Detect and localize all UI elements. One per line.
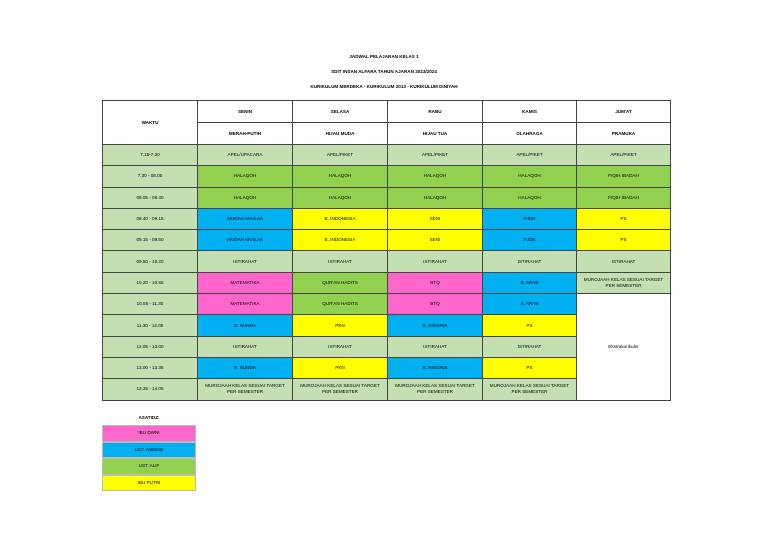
lesson-cell: PS: [483, 315, 577, 336]
legend-item: IBU PUTRI: [102, 475, 196, 492]
time-cell: 10.55 - 11.30: [103, 294, 198, 315]
lesson-cell: APEL/PIKET: [577, 145, 671, 166]
lesson-cell: ISTIRAHAT: [577, 251, 671, 272]
time-cell: 08.05 - 08.40: [103, 187, 198, 208]
lesson-cell: HALAQOH: [198, 166, 293, 187]
time-cell: 7.30 - 08.05: [103, 166, 198, 187]
time-cell: 10.20 - 10.55: [103, 272, 198, 293]
title-line-2: SDIT INSAN ALFARA TAHUN AJARAN 2023/2024: [331, 69, 437, 74]
lesson-cell: HALAQOH: [198, 187, 293, 208]
theme-header: HIJAU MUDA: [293, 123, 388, 145]
lesson-cell: QUR'AN HADITS: [293, 294, 388, 315]
lesson-cell: B. SUNDA: [198, 357, 293, 378]
table-row: [103, 272, 671, 293]
lesson-cell: ISTIRAHAT: [388, 336, 483, 357]
lesson-cell: HALAQOH: [388, 166, 483, 187]
lesson-cell: MATEMATIKA: [198, 294, 293, 315]
theme-header: OLAHRAGA: [483, 123, 577, 145]
schedule-table: [102, 100, 671, 401]
lesson-cell: B. SUNDA: [198, 315, 293, 336]
lesson-cell: PKN: [293, 315, 388, 336]
table-row: [103, 145, 671, 166]
lesson-cell: B. INDONESIA: [293, 208, 388, 229]
table-row: [103, 251, 671, 272]
day-header: SELASA: [293, 101, 388, 123]
waktu-header: WAKTU: [103, 101, 198, 145]
title-line-1: JADWAL PELAJARAN KELAS 1: [349, 54, 419, 59]
lesson-cell: MUROJAAH KELAS SESUAI TARGET PER SEMESTER: [483, 379, 577, 400]
day-header: KAMIS: [483, 101, 577, 123]
lesson-cell: MUROJAAH KELAS SESUAI TARGET PER SEMESTER: [198, 379, 293, 400]
time-cell: 12.05 - 13.00: [103, 336, 198, 357]
legend-item: UST. ANIDUD: [102, 442, 196, 459]
lesson-cell: B. INDONESIA: [293, 230, 388, 251]
time-cell: 13.00 - 13.35: [103, 357, 198, 378]
theme-header: PRAMUKA: [577, 123, 671, 145]
time-cell: 08.40 - 09.15: [103, 208, 198, 229]
lesson-cell: APEL/PIKET: [293, 145, 388, 166]
lesson-cell: MUROJAAH KELAS SESUAI TARGET PER SEMESTER: [293, 379, 388, 400]
table-row: [103, 187, 671, 208]
theme-header: MERAH-PUTIH: [198, 123, 293, 145]
lesson-cell: B. INGGRIS: [388, 315, 483, 336]
lesson-cell: HALAQOH: [483, 187, 577, 208]
lesson-cell: APEL/PIKET: [388, 145, 483, 166]
day-header: SENIN: [198, 101, 293, 123]
time-cell: 09.15 - 09.50: [103, 230, 198, 251]
lesson-cell: PS: [483, 357, 577, 378]
lesson-cell: AKIDAH AKHLAK: [198, 208, 293, 229]
lesson-cell: SENI: [388, 230, 483, 251]
lesson-cell: ISTIRAHAT: [293, 251, 388, 272]
lesson-cell: QUR'AN HADITS: [293, 272, 388, 293]
lesson-cell: FIQIH IBADAH: [577, 187, 671, 208]
lesson-cell: B. ARAB: [483, 294, 577, 315]
lesson-cell: BTQ: [388, 294, 483, 315]
lesson-cell: ISTIRAHAT: [483, 336, 577, 357]
lesson-cell: HALAQOH: [293, 166, 388, 187]
legend-title: ASATIDZ:: [138, 415, 160, 420]
lesson-cell: PKN: [293, 357, 388, 378]
lesson-cell: ISTIRAHAT: [388, 251, 483, 272]
ekstrakurikuler-cell: Ekstrakurikuler: [577, 294, 671, 400]
time-cell: 13.35 - 14.05: [103, 379, 198, 400]
lesson-cell: ISTIRAHAT: [198, 336, 293, 357]
table-row: [103, 208, 671, 229]
table-row: [103, 166, 671, 187]
lesson-cell: SENI: [388, 208, 483, 229]
lesson-cell: PS: [577, 208, 671, 229]
time-cell: 7.15-7.30: [103, 145, 198, 166]
lesson-cell: PS: [577, 230, 671, 251]
legend-item: UST. ALIF: [102, 458, 196, 475]
lesson-cell: HALAQOH: [293, 187, 388, 208]
lesson-cell: B. INGGRIS: [388, 357, 483, 378]
lesson-cell: APEL/PIKET: [483, 145, 577, 166]
lesson-cell: MUROJAAH KELAS SESUAI TARGET PER SEMESTER: [388, 379, 483, 400]
lesson-cell: APEL/UPACARA: [198, 145, 293, 166]
time-cell: 09.50 - 10.20: [103, 251, 198, 272]
lesson-cell: B. ARAB: [483, 272, 577, 293]
lesson-cell: PJOK: [483, 230, 577, 251]
title-line-3: KURIKULUM MERDEKA - KURIKULUM 2013 - KURIKULUM DINIYAH: [310, 84, 458, 89]
lesson-cell: PJOK: [483, 208, 577, 229]
lesson-cell: ISTIRAHAT: [483, 251, 577, 272]
theme-header: HIJAU TUA: [388, 123, 483, 145]
lesson-cell: MATEMATIKA: [198, 272, 293, 293]
lesson-cell: BTQ: [388, 272, 483, 293]
day-header: JUM'AT: [577, 101, 671, 123]
lesson-cell: ISTIRAHAT: [293, 336, 388, 357]
lesson-cell: HALAQOH: [388, 187, 483, 208]
table-row: [103, 294, 671, 315]
lesson-cell: HALAQOH: [483, 166, 577, 187]
lesson-cell: AKIDAH AKHLAK: [198, 230, 293, 251]
time-cell: 11.30 - 12.05: [103, 315, 198, 336]
lesson-cell: MUROJAAH KELAS SESUAI TARGET PER SEMESTER: [577, 272, 671, 293]
day-header: RABU: [388, 101, 483, 123]
table-row: [103, 230, 671, 251]
lesson-cell: ISTIRAHAT: [198, 251, 293, 272]
legend: [102, 415, 196, 491]
legend-item: IBU DWNI: [102, 425, 196, 442]
lesson-cell: FIQIH IBADAH: [577, 166, 671, 187]
